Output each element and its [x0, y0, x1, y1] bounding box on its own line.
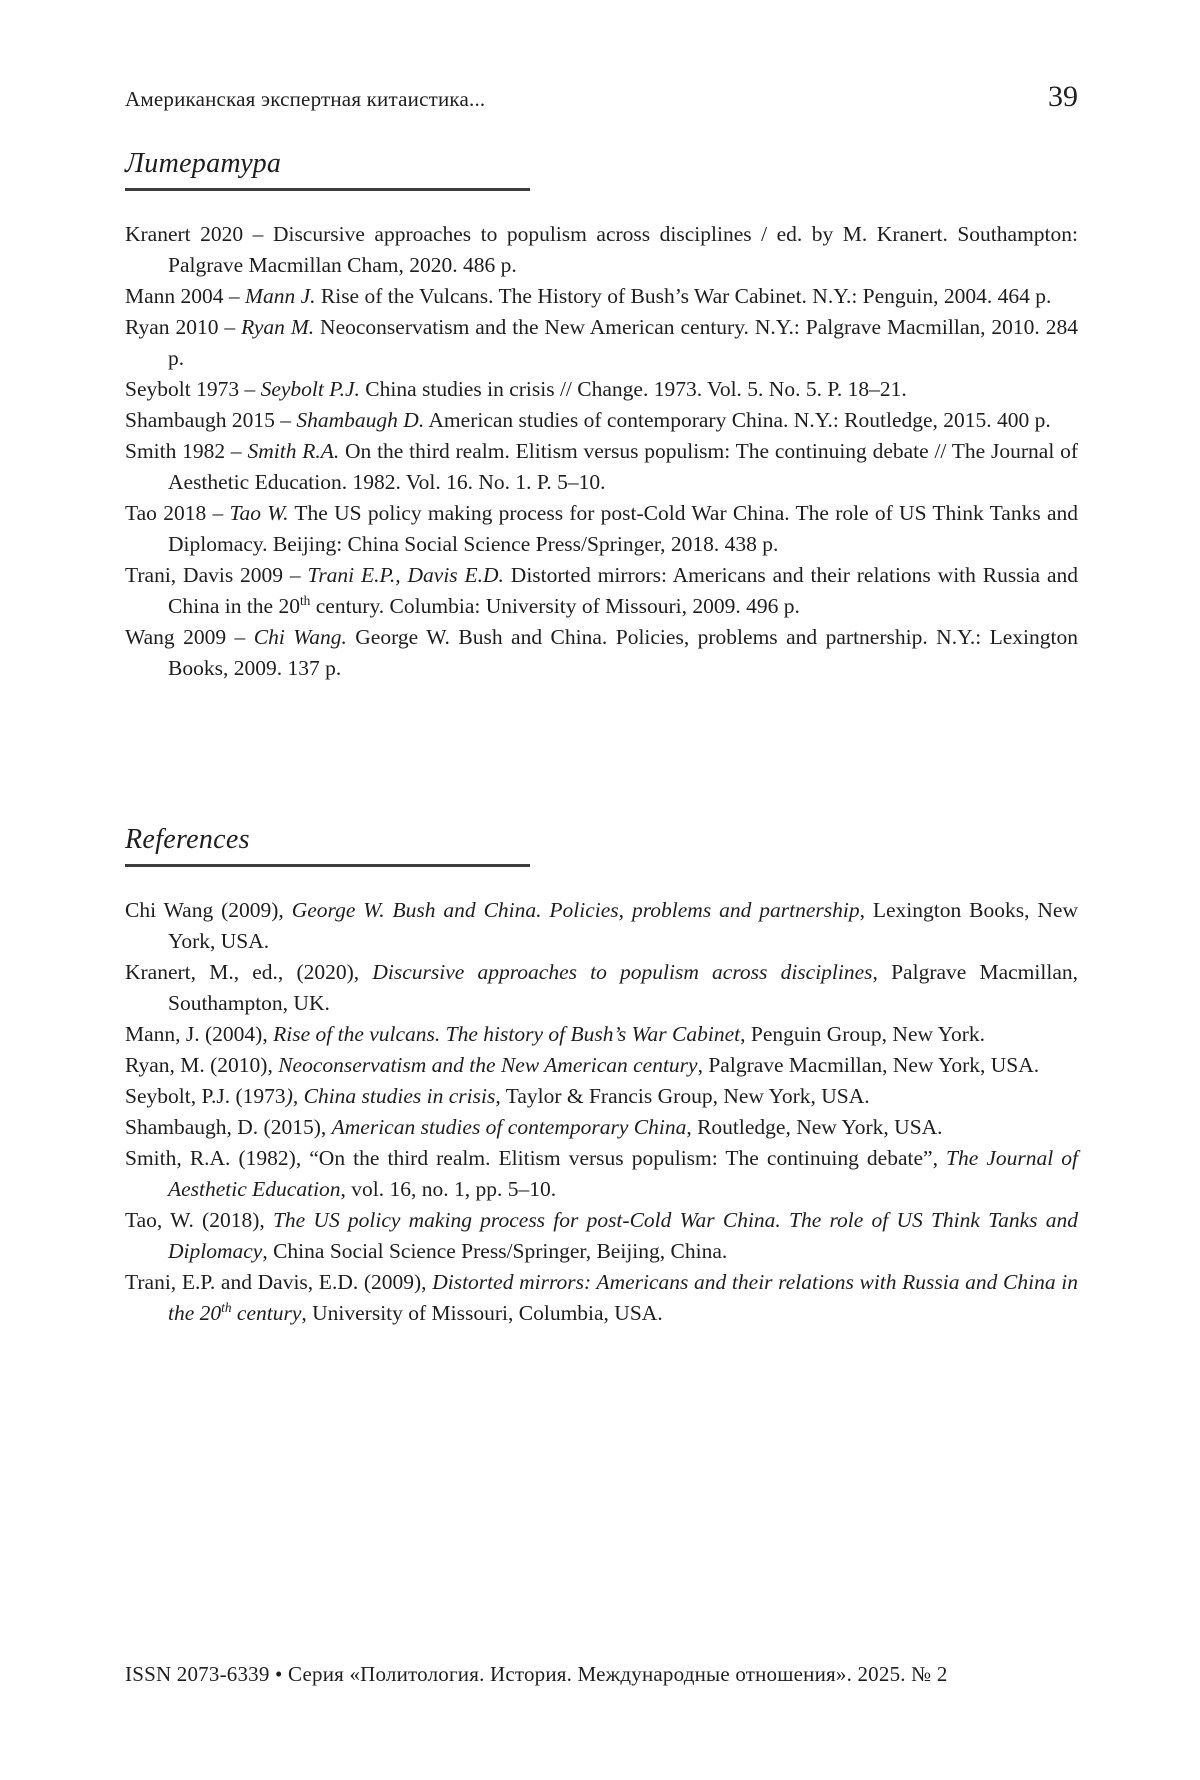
entry-segment: Trani, Davis 2009 –	[125, 563, 308, 587]
running-head: Американская экспертная китаистика...	[125, 87, 486, 111]
entry-segment: Ryan M.	[241, 315, 315, 339]
references-entries	[125, 895, 1078, 1329]
references-heading-rule	[125, 864, 530, 867]
entry-segment: century	[231, 1301, 302, 1325]
entry-segment: American studies of contemporary China. N.Y.: Routledge, 2015. 400 p.	[424, 408, 1051, 432]
entry-segment: Ryan 2010 –	[125, 315, 242, 339]
entry-segment: Rise of the vulcans. The history of Bush’s War Cabinet	[273, 1022, 741, 1046]
entry-segment: Seybolt, P.J. (1973	[125, 1084, 286, 1108]
entry-segment: Tao W.	[229, 501, 289, 525]
bibliography-entry	[125, 957, 1078, 1019]
entry-segment: The Journal of Aesthetic Education	[168, 1146, 1079, 1201]
entry-segment: Chi Wang (2009),	[125, 898, 292, 922]
entry-segment: Discursive approaches to populism across disciplines	[372, 960, 873, 984]
entry-segment: , Palgrave Macmillan, New York, USA.	[697, 1053, 1040, 1077]
entry-segment: Shambaugh D.	[296, 408, 425, 432]
entry-segment: On the third realm. Elitism versus populism: The continuing debate // The Journal of Aesthetic Education. 1982. Vol. 16. No. 1. P. 5–10.	[168, 439, 1078, 494]
entry-segment: , Lexington Books, New York, USA.	[168, 898, 1078, 953]
references-heading: References	[125, 824, 250, 855]
entry-segment: Smith R.A.	[247, 439, 340, 463]
bibliography-entry	[125, 374, 1078, 405]
bibliography-entry	[125, 312, 1078, 374]
entry-segment: century. Columbia: University of Missouri, 2009. 496 p.	[310, 594, 800, 618]
entry-segment: Neoconservatism and the New American century. N.Y.: Palgrave Macmillan, 2010. 284 p.	[168, 315, 1078, 370]
entry-segment: , Taylor & Francis Group, New York, USA.	[495, 1084, 870, 1108]
entry-segment: , Penguin Group, New York.	[740, 1022, 986, 1046]
bibliography-entry	[125, 1143, 1078, 1205]
entry-segment: Kranert, M., ed., (2020),	[125, 960, 373, 984]
bibliography-entry	[125, 219, 1078, 281]
entry-segment: Ryan, M. (2010),	[125, 1053, 279, 1077]
entry-segment: Distorted mirrors: Americans and their relations with Russia and China in the 20	[168, 1270, 1078, 1325]
page-number: 39	[1048, 80, 1078, 113]
entry-segment: Chi Wang.	[253, 625, 347, 649]
literatura-entries	[125, 219, 1078, 684]
bibliography-entry	[125, 1267, 1078, 1329]
page-footer	[125, 1662, 1078, 1687]
entry-segment: Mann, J. (2004),	[125, 1022, 274, 1046]
bibliography-entry	[125, 498, 1078, 560]
entry-segment: Distorted mirrors: Americans and their relations with Russia and China in the 20	[168, 563, 1078, 618]
bibliography-entry	[125, 1050, 1078, 1081]
entry-segment: Smith, R.A. (1982), “On the third realm. Elitism versus populism: The continuing debate”,	[125, 1146, 947, 1170]
page-header	[125, 80, 1078, 114]
entry-segment: , Palgrave Macmillan, Southampton, UK.	[168, 960, 1078, 1015]
entry-segment: , China Social Science Press/Springer, Beijing, China.	[262, 1239, 728, 1263]
entry-segment: Seybolt 1973 –	[125, 377, 261, 401]
bibliography-entry	[125, 1019, 1078, 1050]
entry-segment: Tao, W. (2018),	[125, 1208, 273, 1232]
entry-segment: The US policy making process for post-Cold War China. The role of US Think Tanks and Diplomacy	[168, 1208, 1078, 1263]
bibliography-entry	[125, 281, 1078, 312]
literatura-section	[125, 148, 1078, 684]
entry-segment: China studies in crisis // Change. 1973. Vol. 5. No. 5. P. 18–21.	[359, 377, 907, 401]
bibliography-entry	[125, 1112, 1078, 1143]
entry-segment: Neoconservatism and the New American century	[278, 1053, 698, 1077]
entry-segment: th	[221, 1299, 232, 1315]
entry-segment: Shambaugh 2015 –	[125, 408, 297, 432]
entry-segment: George W. Bush and China. Policies, problems and partnership	[291, 898, 860, 922]
entry-segment: Smith 1982 –	[125, 439, 248, 463]
entry-segment: American studies of contemporary China	[331, 1115, 687, 1139]
entry-segment: Mann J.	[245, 284, 316, 308]
entry-segment: Trani, E.P. and Davis, E.D. (2009),	[125, 1270, 433, 1294]
references-section	[125, 824, 1078, 1329]
bibliography-entry	[125, 1205, 1078, 1267]
bibliography-entry	[125, 895, 1078, 957]
bibliography-entry	[125, 622, 1078, 684]
bibliography-entry	[125, 560, 1078, 622]
footer-text: ISSN 2073-6339 • Серия «Политология. История. Международные отношения». 2025. № 2	[125, 1662, 948, 1686]
entry-segment: Rise of the Vulcans. The History of Bush’s War Cabinet. N.Y.: Penguin, 2004. 464 p.	[315, 284, 1052, 308]
entry-segment: Shambaugh, D. (2015),	[125, 1115, 332, 1139]
entry-segment: , Routledge, New York, USA.	[686, 1115, 943, 1139]
entry-segment: ), China studies in crisis	[285, 1084, 496, 1108]
literatura-heading: Литература	[125, 148, 282, 179]
entry-segment: Tao 2018 –	[125, 501, 230, 525]
entry-segment: Kranert 2020 – Discursive approaches to populism across disciplines / ed. by M. Kranert. Southampton: Palgrave Macmillan Cham, 2020. 486 p.	[125, 222, 1078, 277]
entry-segment: Seybolt P.J.	[260, 377, 360, 401]
entry-segment: George W. Bush and China. Policies, problems and partnership. N.Y.: Lexington Books, 2009. 137 p.	[168, 625, 1079, 680]
entry-segment: Mann 2004 –	[125, 284, 246, 308]
entry-segment: , vol. 16, no. 1, pp. 5–10.	[340, 1177, 557, 1201]
literatura-heading-rule	[125, 188, 530, 191]
entry-segment: , University of Missouri, Columbia, USA.	[301, 1301, 663, 1325]
entry-segment: The US policy making process for post-Cold War China. The role of US Think Tanks and Diplomacy. Beijing: China Social Science Press/Springer, 2018. 438 p.	[168, 501, 1078, 556]
entry-segment: Wang 2009 –	[125, 625, 254, 649]
bibliography-entry	[125, 405, 1078, 436]
bibliography-entry	[125, 1081, 1078, 1112]
entry-segment: th	[299, 592, 311, 608]
entry-segment: Trani E.P., Davis E.D.	[307, 563, 504, 587]
bibliography-entry	[125, 436, 1078, 498]
